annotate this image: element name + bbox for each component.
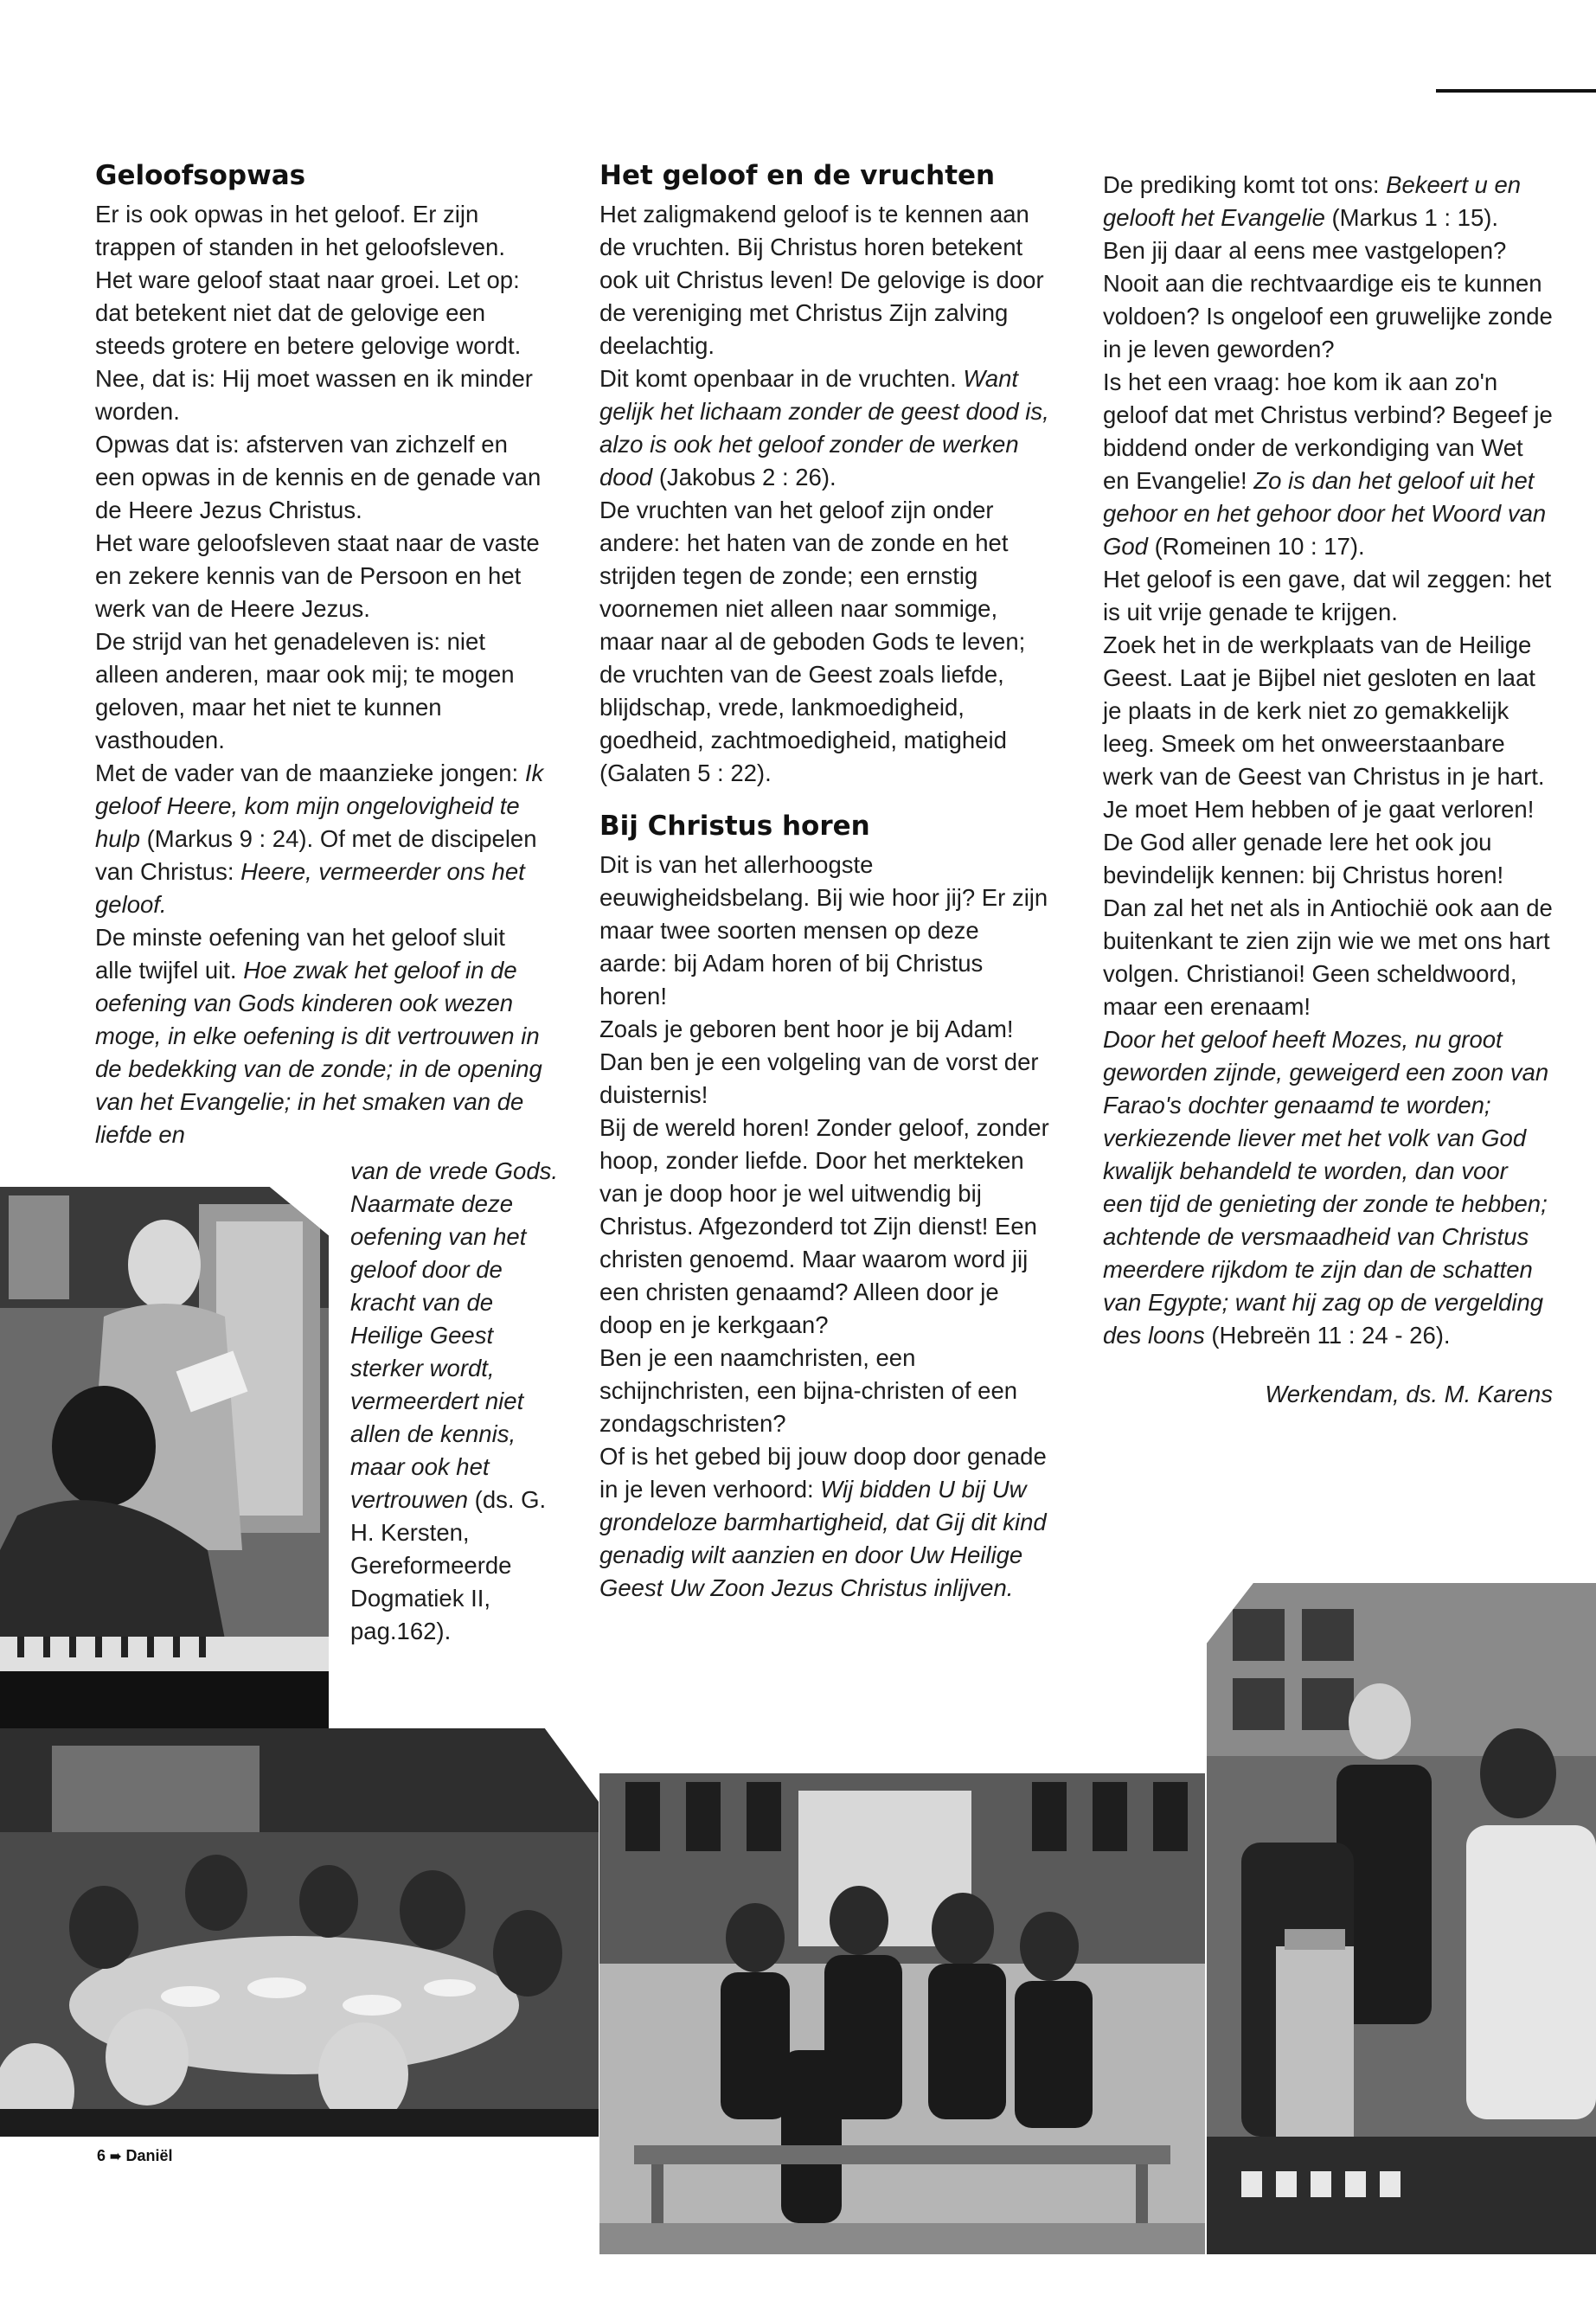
paragraph: Het geloof is een gave, dat wil zeggen: het is uit vrije genade te krijgen.	[1103, 566, 1552, 625]
paragraph: Het zaligmakend geloof is te kennen aan de vruchten. Bij Christus horen betekent ook uit Christus leven! De gelovige is door de vereniging met Christus Zijn zalving deelachtig.	[599, 201, 1044, 359]
paragraph	[1103, 366, 1553, 563]
text-run: (Markus 9 : 24). Of met de discipelen van Christus:	[95, 825, 537, 885]
paragraph: Ben jij daar al eens mee vastgelopen? Nooit aan die rechtvaardige eis te kunnen voldoen? Is ongeloof een gruwelijke zonde in je leven geworden?	[1103, 237, 1553, 362]
text-run: Is het een vraag: hoe kom ik aan zo'n geloof dat met Christus verbind? Begeef je biddend onder de verkondiging van Wet en Evangelie!	[1103, 369, 1553, 494]
scripture-quote: Bekeert u en gelooft het Evangelie	[1103, 171, 1522, 231]
magazine-name: Daniël	[125, 2147, 173, 2164]
paragraph: Bij de wereld horen! Zonder geloof, zonder hoop, zonder liefde. Door het merkteken van je doop hoor je wel uitwendig bij Christus. Afgezonderd tot Zijn dienst! Een christen genoemd. Maar waarom word jij een christen genaamd? Alleen door je doop en je kerkgaan?	[599, 1114, 1049, 1338]
scripture-quote: Heere, vermeerder ons het geloof.	[95, 858, 525, 918]
column-3	[1103, 169, 1553, 1411]
paragraph: De strijd van het genadeleven is: niet alleen anderen, maar ook mij; te mogen geloven, maar het niet te kunnen vasthouden.	[95, 628, 515, 753]
paragraph: Het ware geloofsleven staat naar de vaste en zekere kennis van de Persoon en het werk van de Heere Jezus.	[95, 529, 540, 622]
author-signature: Werkendam, ds. M. Karens	[1265, 1381, 1553, 1407]
quote: Hoe zwak het geloof in de oefening van Gods kinderen ook wezen moge, in elke oefening is dit vertrouwen in de bedekking van de zonde; in de opening van het Evangelie; in het smaken van de liefde en	[95, 957, 542, 1148]
citation: (Markus 1 : 15).	[1324, 204, 1499, 231]
paragraph: Opwas dat is: afsterven van zichzelf en een opwas in de kennis en de genade van de Heere Jezus Christus.	[95, 431, 542, 523]
paragraph	[1103, 1023, 1553, 1352]
scripture-quote: Want gelijk het lichaam zonder de geest dood is, alzo is ook het geloof zonder de werken dood	[599, 365, 1049, 490]
photo-piano-singing	[0, 1187, 329, 1728]
text-run: De minste oefening van het geloof sluit alle twijfel uit.	[95, 924, 505, 984]
paragraph: Dit is van het allerhoogste eeuwigheidsbelang. Bij wie hoor jij? Er zijn maar twee soorten mensen op deze aarde: bij Adam horen of bij Christus horen!	[599, 851, 1048, 1009]
scripture-quote: Ik geloof Heere, kom mijn ongelovigheid te hulp	[95, 760, 544, 852]
page-footer	[97, 2147, 172, 2165]
arrow-icon: ➠	[110, 2150, 122, 2164]
paragraph: Ben je een naamchristen, een schijnchristen, een bijna-christen of een zondagschristen?	[599, 1344, 1018, 1437]
citation: (ds. G. H. Kersten, Gereformeerde Dogmatiek II, pag.162).	[350, 1486, 547, 1644]
prayer-quote: Wij bidden U bij Uw grondeloze barmhartigheid, dat Gij dit kind genadig wilt aanzien en door Uw Heilige Geest Uw Zoon Jezus Christus inlijven.	[599, 1476, 1047, 1601]
paragraph: Zoek het in de werkplaats van de Heilige Geest. Laat je Bijbel niet gesloten en laat je plaats in de kerk niet zo gemakkelijk leeg. Smeek om het onweerstaanbare werk van de Geest van Christus in je hart. Je moet Hem hebben of je gaat verloren!	[1103, 631, 1545, 823]
text-run: Met de vader van de maanzieke jongen:	[95, 760, 525, 786]
paragraph	[95, 757, 545, 921]
scripture-quote: Zo is dan het geloof uit het gehoor en het gehoor door het Woord van God	[1103, 467, 1547, 560]
text-run: Of is het gebed bij jouw doop door genade in je leven verhoord:	[599, 1443, 1047, 1503]
paragraph	[95, 921, 545, 1151]
paragraph: De God aller genade lere het ook jou bevindelijk kennen: bij Christus horen! Dan zal het net als in Antiochië ook aan de buitenkant te zien zijn wie we met ons hart volgen. Christianoi! Geen scheldwoord, maar een erenaam!	[1103, 829, 1553, 1020]
photo-group-outdoor-bench	[599, 1773, 1205, 2254]
column-2	[599, 158, 1049, 1605]
paragraph: Er is ook opwas in het geloof. Er zijn trappen of standen in het geloofsleven. Het ware geloof staat naar groei. Let op: dat betekent niet dat de gelovige een steeds grotere en betere gelovige wordt. Nee, dat is: Hij moet wassen en ik minder worden.	[95, 201, 533, 425]
citation: (Romeinen 10 : 17).	[1147, 533, 1365, 560]
column-1-continuation	[350, 1155, 562, 1648]
quote: van de vrede Gods. Naarmate deze oefening van het geloof door de kracht van de Heilige Geest sterker wordt, vermeerdert niet allen de kennis, maar ook het vertrouwen	[350, 1157, 559, 1513]
citation: (Jakobus 2 : 26).	[652, 464, 836, 490]
text-run: De prediking komt tot ons:	[1103, 171, 1387, 198]
paragraph: Zoals je geboren bent hoor je bij Adam! Dan ben je een volgeling van de vorst der duisternis!	[599, 1016, 1039, 1108]
text-run: Dit komt openbaar in de vruchten.	[599, 365, 964, 392]
photo-group-dining	[0, 1728, 599, 2137]
paragraph	[599, 362, 1049, 494]
heading-geloof-en-vruchten: Het geloof en de vruchten	[599, 160, 996, 191]
top-rule	[1436, 89, 1596, 93]
paragraph: De vruchten van het geloof zijn onder andere: het haten van de zonde en het strijden tegen de zonde; een ernstig voornemen niet alleen naar sommige, maar naar al de geboden Gods te leven; de vruchten van de Geest zoals liefde, blijdschap, vrede, lankmoedigheid, goedheid, zachtmoedigheid, matigheid (Galaten 5 : 22).	[599, 497, 1026, 786]
paragraph	[1103, 169, 1553, 234]
column-1	[95, 158, 545, 1151]
page-number: 6	[97, 2147, 106, 2164]
heading-bij-christus-horen: Bij Christus horen	[599, 811, 870, 842]
heading-geloofsopwas: Geloofsopwas	[95, 160, 306, 191]
paragraph	[599, 1440, 1049, 1605]
photo-coffee-urn	[1207, 1583, 1596, 2254]
citation: (Hebreën 11 : 24 - 26).	[1204, 1322, 1451, 1349]
scripture-quote: Door het geloof heeft Mozes, nu groot geworden zijnde, geweigerd een zoon van Farao's dochter genaamd te worden; verkiezende liever met het volk van God kwalijk behandeld te worden, dan voor een tijd de genieting der zonde te hebben; achtende de versmaadheid van Christus meerdere rijkdom te zijn dan de schatten van Egypte; want hij zag op de vergelding des loons	[1103, 1026, 1549, 1349]
